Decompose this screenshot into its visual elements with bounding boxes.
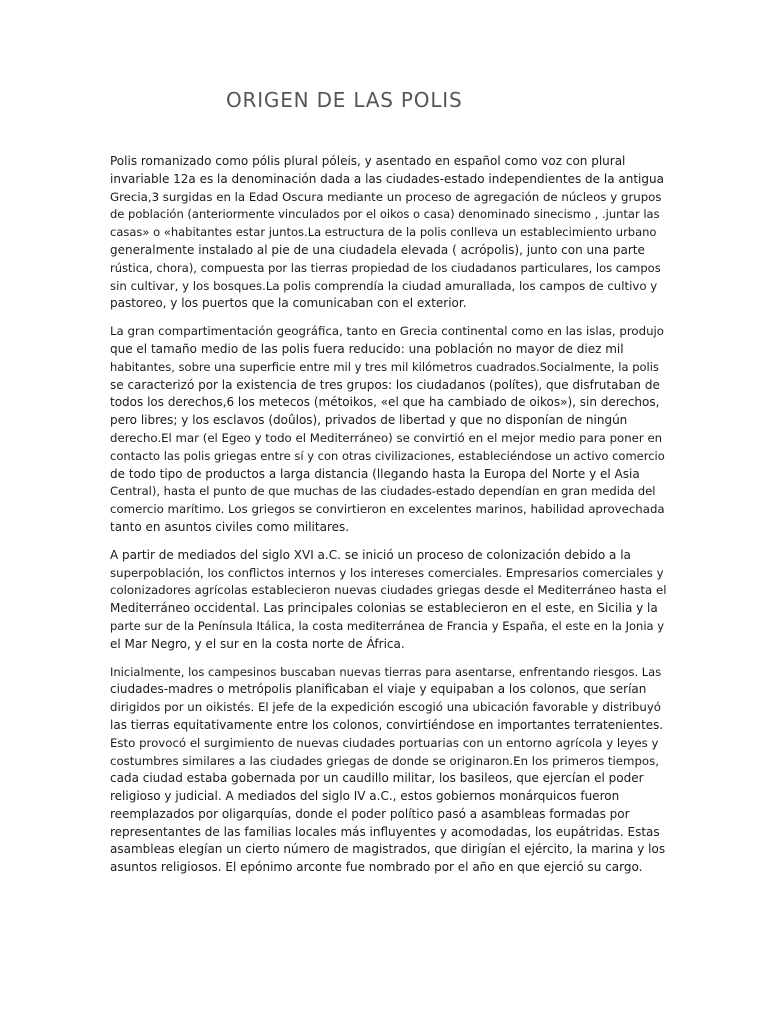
text-line: reemplazados por oligarquías, donde el poder político pasó a asambleas formadas por xyxy=(110,806,630,821)
text-line: costumbres similares a las ciudades griegas de donde se originaron.En los primeros tiempos, xyxy=(110,753,659,768)
text-line: invariable 12a es la denominación dada a las ciudades-estado independientes de la antigua xyxy=(110,171,664,186)
text-line: que el tamaño medio de las polis fuera reducido: una población no mayor de diez mil xyxy=(110,341,624,356)
text-line: contacto las polis griegas entre sí y con otras civilizaciones, estableciéndose un activo comercio xyxy=(110,448,665,463)
text-line: tanto en asuntos civiles como militares. xyxy=(110,519,350,534)
text-line: Inicialmente, los campesinos buscaban nuevas tierras para asentarse, enfrentando riesgos. Las xyxy=(110,664,662,679)
text-line: derecho.El mar (el Egeo y todo el Mediterráneo) se convirtió en el mejor medio para poner en xyxy=(110,430,663,445)
text-line: las tierras equitativamente entre los colonos, convirtiéndose en importantes terratenientes. xyxy=(110,717,664,732)
text-line: pastoreo, y los puertos que la comunicaban con el exterior. xyxy=(110,296,467,311)
text-line: Grecia,3 surgidas en la Edad Oscura mediante un proceso de agregación de núcleos y grupos xyxy=(110,189,662,204)
paragraph xyxy=(110,153,666,313)
text-line: todos los derechos,6 los metecos (métoikos, «el que ha cambiado de oikos»), sin derechos, xyxy=(110,395,660,410)
text-line: La gran compartimentación geográfica, tanto en Grecia continental como en las islas, produjo xyxy=(110,324,664,339)
text-line: religioso y judicial. A mediados del siglo IV a.C., estos gobiernos monárquicos fueron xyxy=(110,789,620,804)
text-line: rústica, chora), compuesta por las tierras propiedad de los ciudadanos particulares, los campos xyxy=(110,260,661,275)
text-line: Polis romanizado como pólis plural póleis, y asentado en español como voz con plural xyxy=(110,154,626,168)
text-line: habitantes, sobre una superficie entre mil y tres mil kilómetros cuadrados.Socialmente, la polis xyxy=(110,359,659,374)
paragraph xyxy=(110,323,666,537)
text-line: de población (anteriormente vinculados por el oikos o casa) denominado sinecismo , .juntar las xyxy=(110,207,660,222)
text-line: Central), hasta el punto de que muchas de las ciudades-estado dependían en gran medida del xyxy=(110,484,656,499)
text-line: Esto provocó el surgimiento de nuevas ciudades portuarias con un entorno agrícola y leyes y xyxy=(110,735,659,750)
text-line: casas» o «habitantes estar juntos.La estructura de la polis conlleva un establecimiento urbano xyxy=(110,225,657,240)
text-line: colonizadores agrícolas establecieron nuevas ciudades griegas desde el Mediterráneo hasta el xyxy=(110,583,667,598)
text-line: parte sur de la Península Itálica, la costa mediterránea de Francia y España, el este en la Jonia y xyxy=(110,618,665,633)
text-line: asambleas elegían un cierto número de magistrados, que dirigían el ejército, la marina y los xyxy=(110,842,666,857)
text-line: cada ciudad estaba gobernada por un caudillo militar, los basileos, que ejercían el poder xyxy=(110,771,644,786)
text-line: generalmente instalado al pie de una ciudadela elevada ( acrópolis), junto con una parte xyxy=(110,242,645,257)
text-line: A partir de mediados del siglo XVI a.C. se inició un proceso de colonización debido a la xyxy=(110,547,631,562)
paragraph xyxy=(110,547,666,654)
text-line: representantes de las familias locales más influyentes y acomodadas, los eupátridas. Estas xyxy=(110,824,660,839)
text-line: se caracterizó por la existencia de tres grupos: los ciudadanos (polítes), que disfrutaban de xyxy=(110,377,660,392)
text-line: superpoblación, los conflictos internos y los intereses comerciales. Empresarios comerciales y xyxy=(110,565,664,580)
text-line: Mediterráneo occidental. Las principales colonias se establecieron en el este, en Sicilia y la xyxy=(110,601,658,616)
text-line: el Mar Negro, y el sur en la costa norte de África. xyxy=(110,636,405,651)
text-line: de todo tipo de productos a larga distancia (llegando hasta la Europa del Norte y el Asia xyxy=(110,466,640,481)
text-line: pero libres; y los esclavos (doûlos), privados de libertad y que no disponían de ningún xyxy=(110,413,628,428)
text-line: asuntos religiosos. El epónimo arconte fue nombrado por el año en que ejerció su cargo. xyxy=(110,860,643,875)
paragraph xyxy=(110,664,666,878)
text-line: comercio marítimo. Los griegos se convirtieron en excelentes marinos, habilidad aprovechada xyxy=(110,502,665,517)
document-body xyxy=(110,153,666,887)
page-title: ORIGEN DE LAS POLIS xyxy=(226,88,463,112)
text-line: ciudades-madres o metrópolis planificaban el viaje y equipaban a los colonos, que serían xyxy=(110,682,647,697)
text-line: dirigidos por un oikistés. El jefe de la expedición escogió una ubicación favorable y distribuyó xyxy=(110,700,661,715)
text-line: sin cultivar, y los bosques.La polis comprendía la ciudad amurallada, los campos de cultivo y xyxy=(110,278,658,293)
